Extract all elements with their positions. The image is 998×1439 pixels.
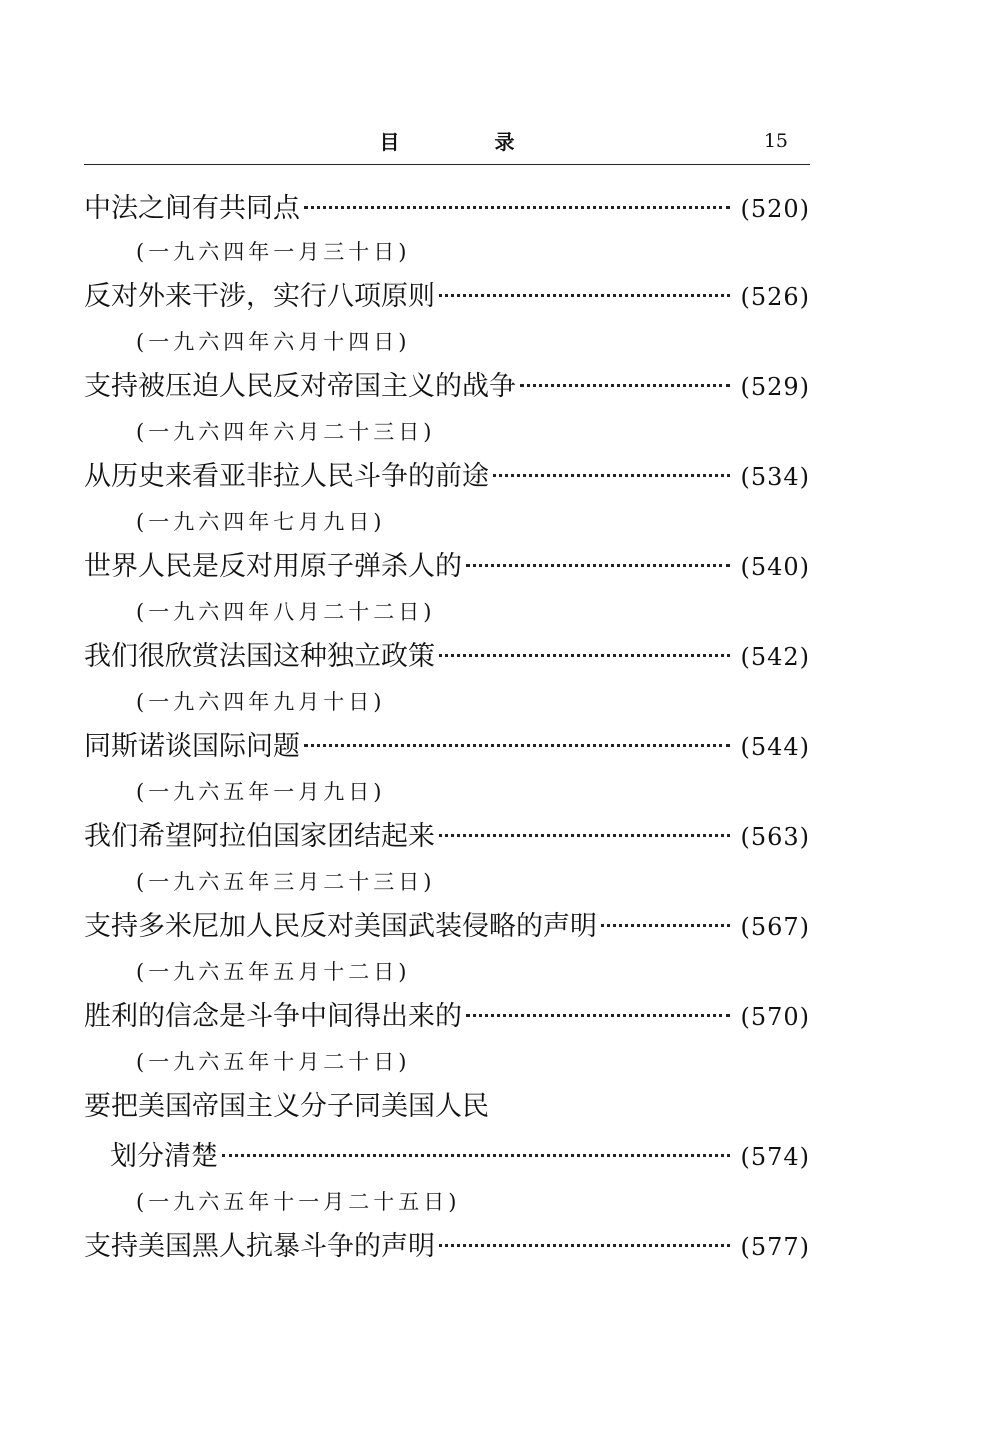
entry-title: 胜利的信念是斗争中间得出来的	[84, 1001, 462, 1032]
running-header	[84, 122, 810, 165]
entry-date: (一九六四年八月二十二日)	[136, 600, 436, 624]
toc-entry	[84, 1222, 810, 1272]
entry-page: (526)	[740, 283, 810, 311]
dot-leader	[601, 924, 730, 927]
entry-date: (一九六四年六月十四日)	[136, 330, 411, 354]
entry-page: (570)	[740, 1003, 810, 1031]
toc-entry	[84, 722, 810, 812]
entry-page: (542)	[740, 643, 810, 671]
entry-page: (529)	[740, 373, 810, 401]
entry-page: (574)	[740, 1143, 810, 1171]
dot-leader	[439, 1244, 730, 1247]
entry-page: (544)	[740, 733, 810, 761]
toc-entry	[84, 992, 810, 1082]
entry-date: (一九六五年一月九日)	[136, 780, 386, 804]
header-page-number: 15	[763, 130, 788, 152]
toc-entry	[84, 902, 810, 992]
toc-entry	[84, 362, 810, 452]
dot-leader	[493, 474, 730, 477]
dot-leader	[466, 1014, 730, 1017]
dot-leader	[304, 744, 730, 747]
entry-page: (563)	[740, 823, 810, 851]
dot-leader	[466, 564, 730, 567]
header-title: 目 录	[379, 130, 559, 154]
dot-leader	[439, 294, 730, 297]
entry-title: 同斯诺谈国际问题	[84, 731, 300, 762]
entry-title: 支持多米尼加人民反对美国武装侵略的声明	[84, 911, 597, 942]
dot-leader	[520, 384, 730, 387]
entry-title: 我们很欣赏法国这种独立政策	[84, 641, 435, 672]
dot-leader	[304, 206, 730, 209]
toc-entry	[84, 186, 810, 272]
entry-title: 支持被压迫人民反对帝国主义的战争	[84, 371, 516, 402]
dot-leader	[222, 1154, 730, 1157]
entry-title: 中法之间有共同点	[84, 193, 300, 224]
dot-leader	[439, 654, 730, 657]
entry-title-line1: 要把美国帝国主义分子同美国人民	[84, 1091, 489, 1122]
dot-leader	[439, 834, 730, 837]
entry-date: (一九六五年十一月二十五日)	[136, 1190, 461, 1214]
entry-page: (520)	[740, 195, 810, 223]
entry-date: (一九六五年十月二十日)	[136, 1050, 411, 1074]
entry-date: (一九六四年七月九日)	[136, 510, 386, 534]
entry-title: 从历史来看亚非拉人民斗争的前途	[84, 461, 489, 492]
entry-title: 世界人民是反对用原子弹杀人的	[84, 551, 462, 582]
toc-entry	[84, 542, 810, 632]
entry-title: 支持美国黑人抗暴斗争的声明	[84, 1231, 435, 1262]
toc-entry	[84, 632, 810, 722]
toc-entry	[84, 272, 810, 362]
entry-date: (一九六四年一月三十日)	[136, 240, 411, 264]
toc-entry	[84, 1082, 810, 1222]
table-of-contents	[84, 186, 810, 1272]
entry-title: 我们希望阿拉伯国家团结起来	[84, 821, 435, 852]
entry-page: (567)	[740, 913, 810, 941]
entry-page: (577)	[740, 1233, 810, 1261]
toc-entry	[84, 812, 810, 902]
entry-date: (一九六四年六月二十三日)	[136, 420, 436, 444]
toc-entry	[84, 452, 810, 542]
entry-page: (534)	[740, 463, 810, 491]
entry-page: (540)	[740, 553, 810, 581]
entry-date: (一九六五年五月十二日)	[136, 960, 411, 984]
entry-date: (一九六四年九月十日)	[136, 690, 386, 714]
entry-date: (一九六五年三月二十三日)	[136, 870, 436, 894]
entry-title: 反对外来干涉，实行八项原则	[84, 281, 435, 312]
entry-title-line2: 划分清楚	[110, 1141, 218, 1172]
